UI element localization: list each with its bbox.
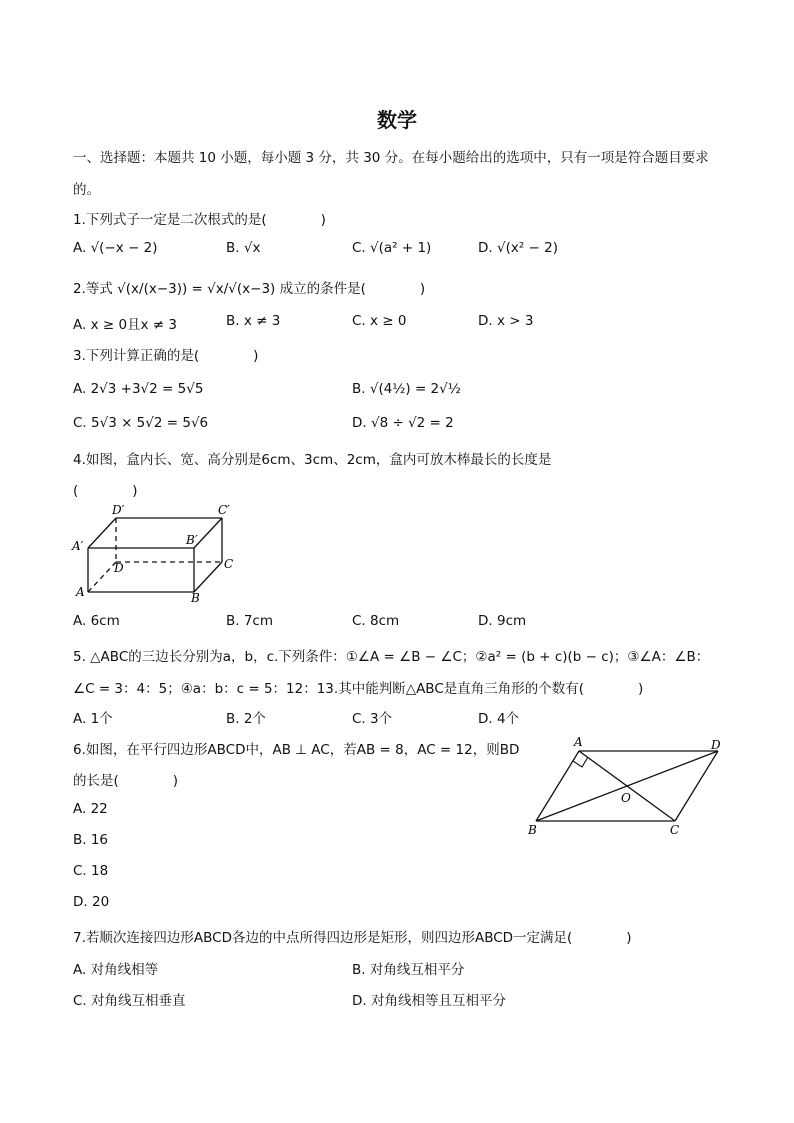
label-d: D [114, 561, 124, 575]
section-instructions-line-1: 一、选择题：本题共 10 小题，每小题 3 分，共 30 分。在每小题给出的选项中，只有一项是符合题目要求 [73, 150, 709, 166]
question-4-option-b: B. 7cm [226, 613, 274, 629]
question-6-option-b: B. 16 [73, 832, 109, 848]
question-4-stem: 4.如图，盒内长、宽、高分别是6cm、3cm、2cm，盒内可放木棒最长的长度是 [73, 452, 552, 468]
question-1-option-b: B. √x [226, 240, 261, 256]
label-b: B [191, 591, 200, 605]
edge-ab [536, 751, 579, 821]
question-1-option-a: A. √(−x − 2) [73, 240, 158, 256]
question-3-option-b: B. √(4½) = 2√½ [352, 381, 461, 397]
parallelogram-figure [522, 734, 732, 840]
right-angle-mark [573, 757, 588, 767]
question-7-stem: 7.若顺次连接四边形ABCD各边的中点所得四边形是矩形，则四边形ABCD一定满足( ) [73, 930, 632, 946]
question-7-option-a: A. 对角线相等 [73, 962, 159, 978]
question-4-stem-bracket: ( ) [73, 483, 138, 499]
question-5-option-d: D. 4个 [478, 711, 520, 727]
label-a: A [76, 585, 85, 599]
label-a: A [574, 735, 583, 749]
question-4-option-c: C. 8cm [352, 613, 400, 629]
question-7-option-d: D. 对角线相等且互相平分 [352, 993, 506, 1009]
question-6-option-a: A. 22 [73, 801, 108, 817]
question-6-option-c: C. 18 [73, 863, 109, 879]
question-5-stem-line-2: ∠C = 3：4：5；④a：b：c = 5：12：13.其中能判断△ABC是直角三角形的个数有( ) [73, 681, 644, 697]
edge-bc [194, 562, 222, 592]
question-6-option-d: D. 20 [73, 894, 110, 910]
label-d-prime: D′ [112, 503, 125, 517]
label-o: O [621, 791, 631, 805]
question-4-option-a: A. 6cm [73, 613, 120, 629]
label-d: D [711, 738, 721, 752]
question-3-stem: 3.下列计算正确的是( ) [73, 348, 259, 364]
question-2-option-b: B. x ≠ 3 [226, 313, 281, 329]
diagonal-bd [536, 751, 718, 821]
section-instructions-line-2: 的。 [73, 182, 100, 198]
label-a-prime: A′ [72, 539, 84, 553]
question-5-option-b: B. 2个 [226, 711, 266, 727]
edge-b1c1 [194, 518, 222, 548]
question-3-option-c: C. 5√3 × 5√2 = 5√6 [73, 415, 209, 431]
label-c-prime: C′ [218, 503, 230, 517]
label-b-prime: B′ [186, 533, 198, 547]
question-1-option-c: C. √(a² + 1) [352, 240, 432, 256]
edge-ad-hidden [88, 562, 116, 592]
box-figure [70, 500, 245, 605]
question-6-stem-line-1: 6.如图，在平行四边形ABCD中，AB ⊥ AC，若AB = 8，AC = 12，则BD [73, 742, 520, 758]
question-5-option-c: C. 3个 [352, 711, 393, 727]
question-2-option-a: A. x ≥ 0且x ≠ 3 [73, 317, 178, 333]
question-3-option-a: A. 2√3 +3√2 = 5√5 [73, 381, 204, 397]
question-5-option-a: A. 1个 [73, 711, 113, 727]
label-c: C [670, 823, 680, 837]
label-b: B [528, 823, 537, 837]
question-3-option-d: D. √8 ÷ √2 = 2 [352, 415, 454, 431]
question-7-option-b: B. 对角线互相平分 [352, 962, 465, 978]
question-7-option-c: C. 对角线互相垂直 [73, 993, 186, 1009]
question-5-stem-line-1: 5. △ABC的三边长分别为a，b，c.下列条件：①∠A = ∠B − ∠C；②a² = (b + c)(b − c)；③∠A：∠B： [73, 649, 710, 665]
question-2-stem: 2.等式 √(x/(x−3)) = √x/√(x−3) 成立的条件是( ) [73, 281, 426, 297]
question-1-stem: 1.下列式子一定是二次根式的是( ) [73, 212, 326, 228]
question-2-option-d: D. x > 3 [478, 313, 534, 329]
edge-a1d1 [88, 518, 116, 548]
edge-dc [675, 751, 718, 821]
question-6-stem-line-2: 的长是( ) [73, 773, 179, 789]
page-title: 数学 [377, 108, 417, 132]
question-4-option-d: D. 9cm [478, 613, 527, 629]
question-2-option-c: C. x ≥ 0 [352, 313, 407, 329]
label-c: C [224, 557, 234, 571]
question-1-option-d: D. √(x² − 2) [478, 240, 558, 256]
